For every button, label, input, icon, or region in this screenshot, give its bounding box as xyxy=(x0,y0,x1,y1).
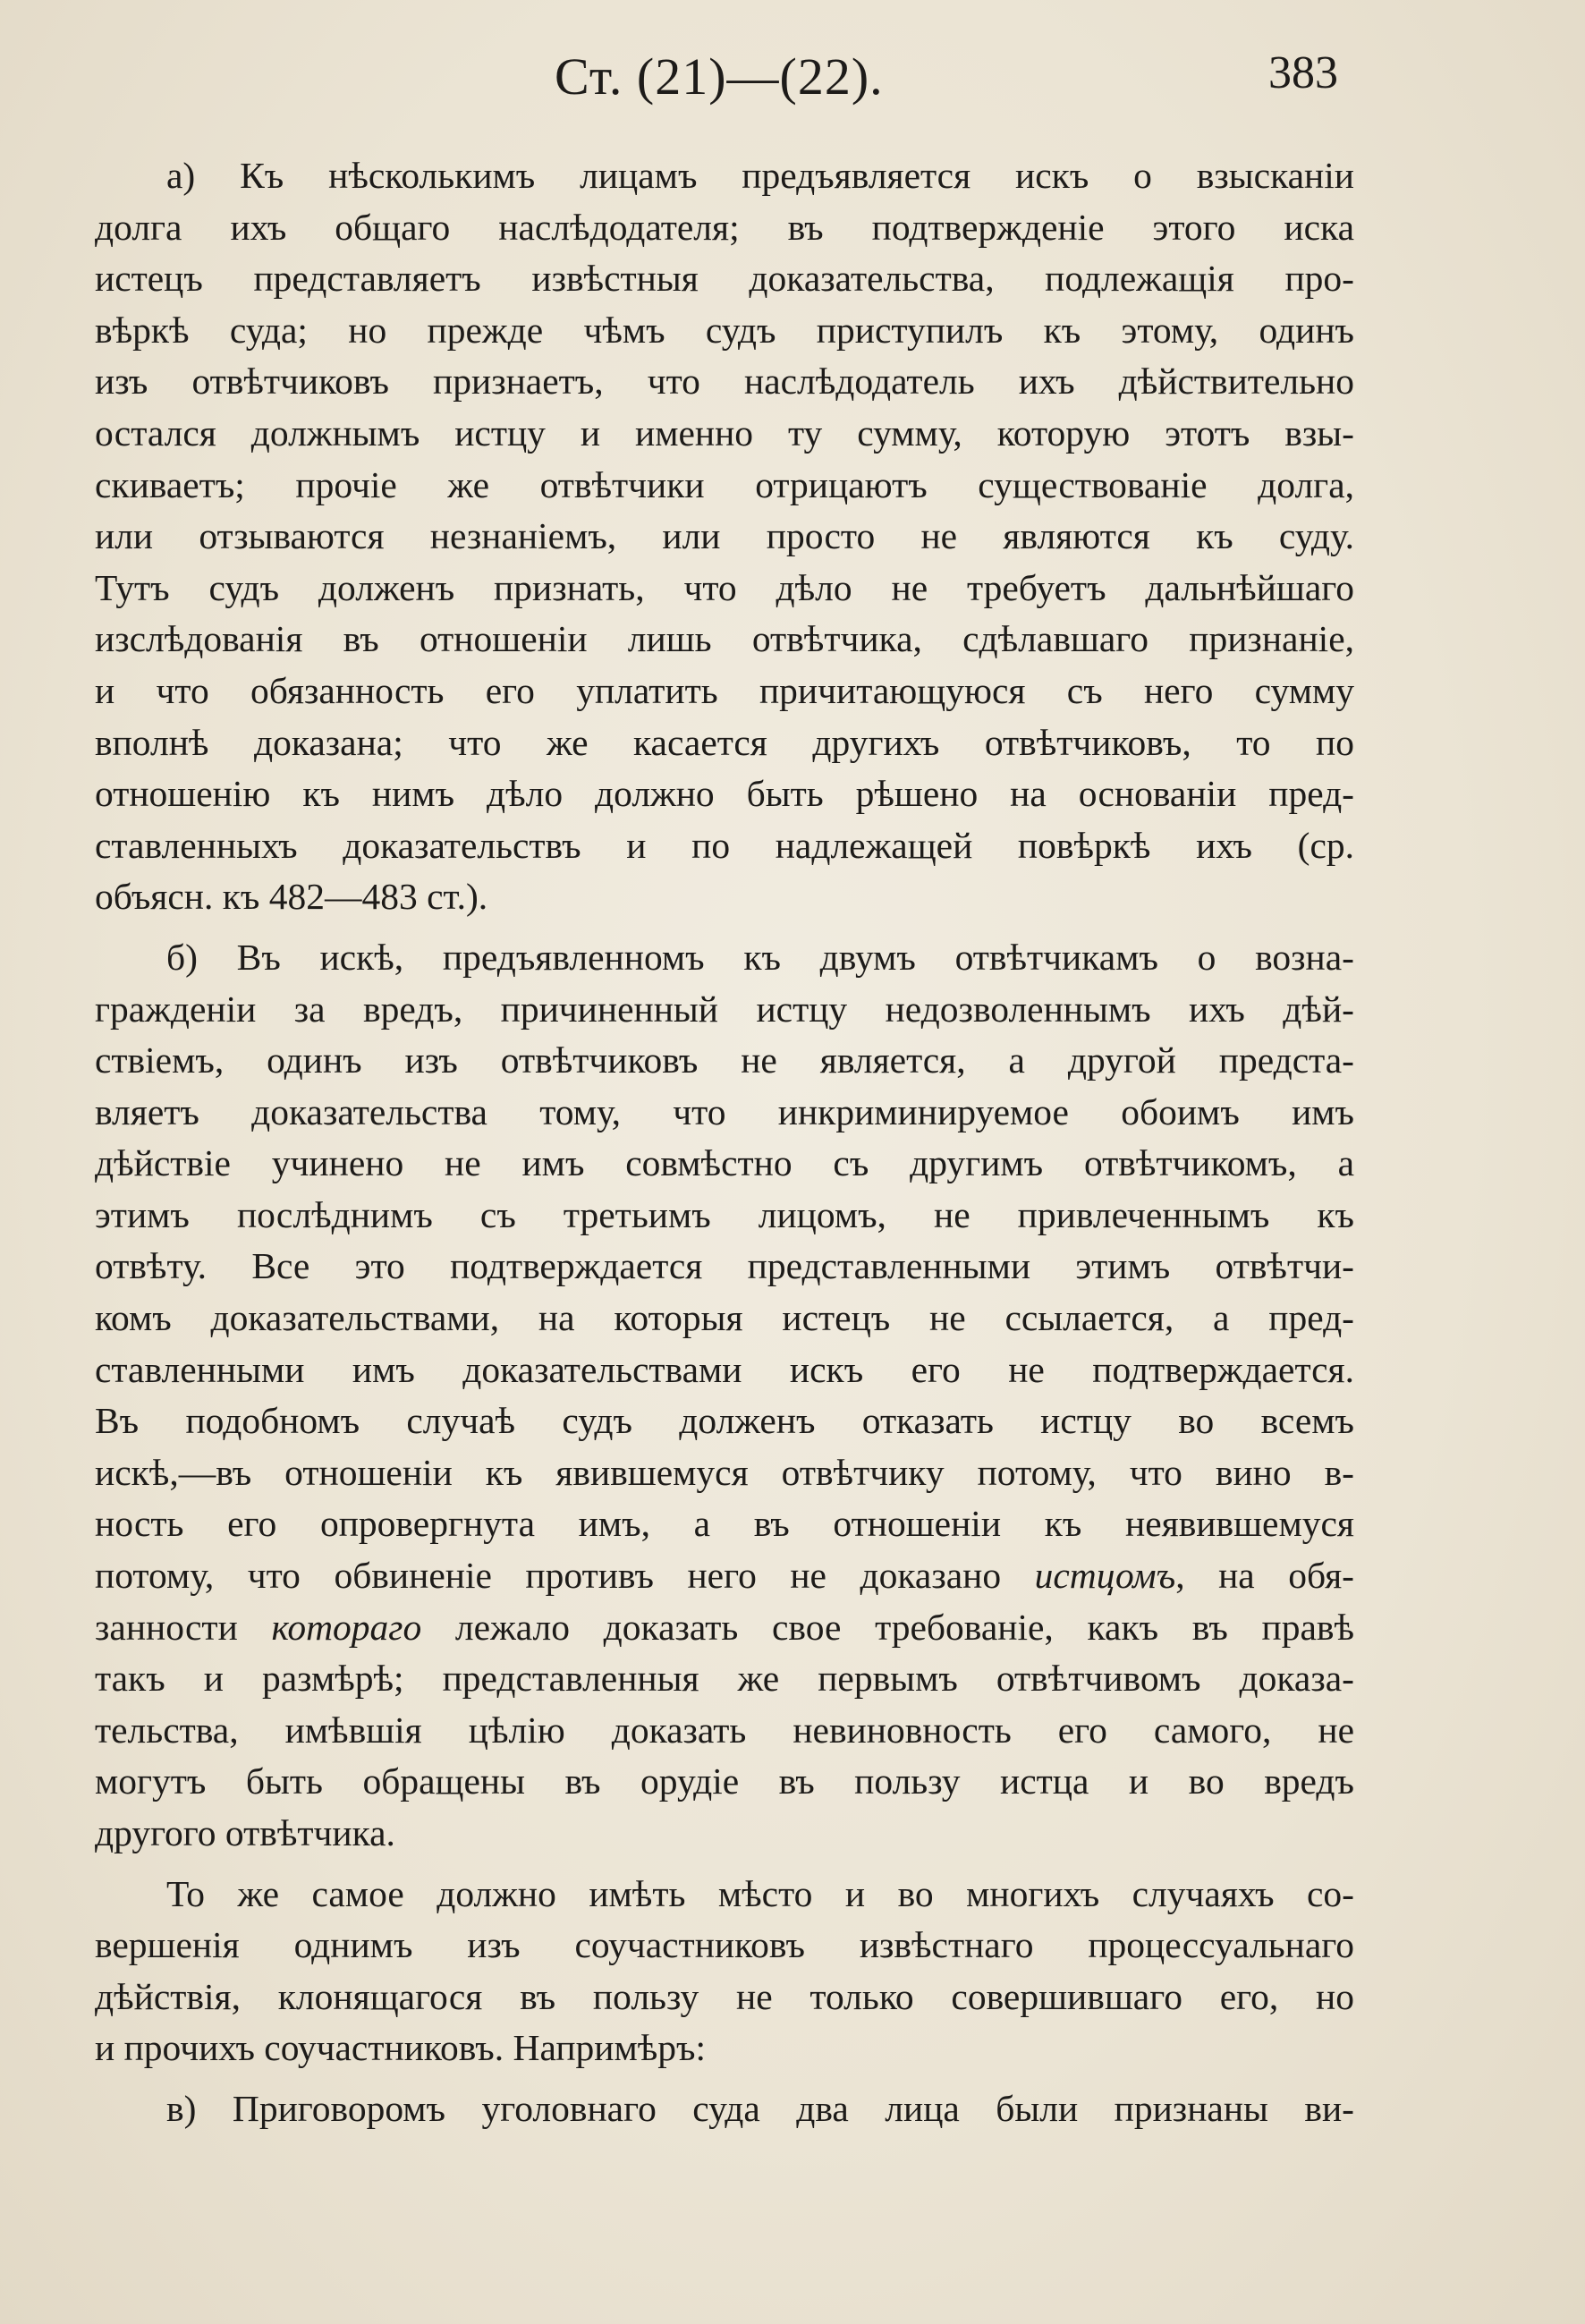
text-line: Тутъ судъ долженъ признать, что дѣло не требуетъ дальнѣйшаго xyxy=(95,566,1354,608)
text-line: этимъ послѣднимъ съ третьимъ лицомъ, не привлеченнымъ къ xyxy=(95,1193,1354,1235)
italic-word: истцомъ xyxy=(1034,1555,1176,1597)
text-line: вѣркѣ суда; но прежде чѣмъ судъ приступилъ къ этому, одинъ xyxy=(95,309,1354,351)
text-line: в) Приговоромъ уголовнаго суда два лица были признаны ви- xyxy=(166,2087,1354,2129)
text-line: скиваетъ; прочіе же отвѣтчики отрицаютъ существованіе долга, xyxy=(95,463,1354,505)
text-line: а) Къ нѣсколькимъ лицамъ предъявляется искъ о взысканіи xyxy=(166,155,1354,196)
text-line: или отзываются незнаніемъ, или просто не являются къ суду. xyxy=(95,515,1354,557)
text-line: долга ихъ общаго наслѣдодателя; въ подтвержденіе этого иска xyxy=(95,206,1354,248)
text-line: ствіемъ, одинъ изъ отвѣтчиковъ не является, а другой предста- xyxy=(95,1039,1354,1081)
paragraph-gap xyxy=(95,1860,1354,1869)
text-line: вляетъ доказательства тому, что инкриминируемое обоимъ имъ xyxy=(95,1090,1354,1132)
text-line: могутъ быть обращены въ орудіе въ пользу истца и во вредъ xyxy=(95,1760,1354,1802)
text-line: и прочихъ соучастниковъ. Напримѣръ: xyxy=(95,2027,707,2069)
text-line: объясн. къ 482—483 ст.). xyxy=(95,876,488,918)
body-text xyxy=(95,150,1354,2135)
text-line: искѣ,—въ отношеніи къ явившемуся отвѣтчику потому, что вино в- xyxy=(95,1451,1354,1493)
text-segment: лежало доказать свое требованіе, какъ въ правѣ xyxy=(421,1606,1354,1648)
text-segment: потому, что обвиненіе противъ него не доказано xyxy=(95,1555,1035,1597)
text-line: То же самое должно имѣть мѣсто и во многихъ случаяхъ со- xyxy=(166,1872,1354,1914)
running-title: Ст. (21)—(22). xyxy=(555,47,884,106)
text-line: и что обязанность его уплатить причитающуюся съ него сумму xyxy=(95,669,1354,711)
text-line: отвѣту. Все это подтверждается представленными этимъ отвѣтчи- xyxy=(95,1245,1354,1287)
page-header xyxy=(0,36,1585,116)
page-number: 383 xyxy=(1268,47,1338,98)
text-line: остался должнымъ истцу и именно ту сумму, которую этотъ взы- xyxy=(95,411,1354,454)
text-line: гражденіи за вредъ, причиненный истцу недозволеннымъ ихъ дѣй- xyxy=(95,988,1354,1030)
text-line: вполнѣ доказана; что же касается другихъ отвѣтчиковъ, то по xyxy=(95,721,1354,763)
text-line: дѣйствіе учинено не имъ совмѣстно съ другимъ отвѣтчикомъ, а xyxy=(95,1142,1354,1184)
text-line: б) Въ искѣ, предъявленномъ къ двумъ отвѣтчикамъ о возна- xyxy=(166,936,1354,978)
paragraph-gap xyxy=(95,923,1354,932)
text-line: ность его опровергнута имъ, а въ отношеніи къ неявившемуся xyxy=(95,1503,1354,1545)
text-line: Въ подобномъ случаѣ судъ долженъ отказать истцу во всемъ xyxy=(95,1400,1354,1442)
text-segment: , на обя- xyxy=(1175,1555,1354,1597)
italic-word: котораго xyxy=(271,1606,422,1648)
text-line: ставленными имъ доказательствами искъ его не подтверждается. xyxy=(95,1348,1354,1390)
text-line: ставленныхъ доказательствъ и по надлежащей повѣркѣ ихъ (ср. xyxy=(95,824,1354,866)
text-line: истецъ представляетъ извѣстныя доказательства, подлежащія про- xyxy=(95,258,1354,300)
text-segment: занности xyxy=(95,1606,272,1648)
text-line: тельства, имѣвшія цѣлію доказать невиновность его самого, не xyxy=(95,1709,1354,1751)
text-line: дѣйствія, клонящагося въ пользу не только совершившаго его, но xyxy=(95,1975,1354,2017)
text-line xyxy=(95,1602,1354,1654)
text-line: отношенію къ нимъ дѣло должно быть рѣшено на основаніи пред- xyxy=(95,773,1354,815)
text-line: изслѣдованія въ отношеніи лишь отвѣтчика, сдѣлавшаго признаніе, xyxy=(95,618,1354,660)
paragraph-gap xyxy=(95,2074,1354,2083)
text-line: другого отвѣтчика. xyxy=(95,1812,395,1853)
text-line: вершенія однимъ изъ соучастниковъ извѣстнаго процессуальнаго xyxy=(95,1924,1354,1966)
text-line: такъ и размѣрѣ; представленныя же первымъ отвѣтчивомъ доказа- xyxy=(95,1658,1354,1700)
text-line: комъ доказательствами, на которыя истецъ не ссылается, а пред- xyxy=(95,1297,1354,1339)
text-line xyxy=(95,1550,1354,1602)
text-line: изъ отвѣтчиковъ признаетъ, что наслѣдодатель ихъ дѣйствительно xyxy=(95,360,1354,403)
